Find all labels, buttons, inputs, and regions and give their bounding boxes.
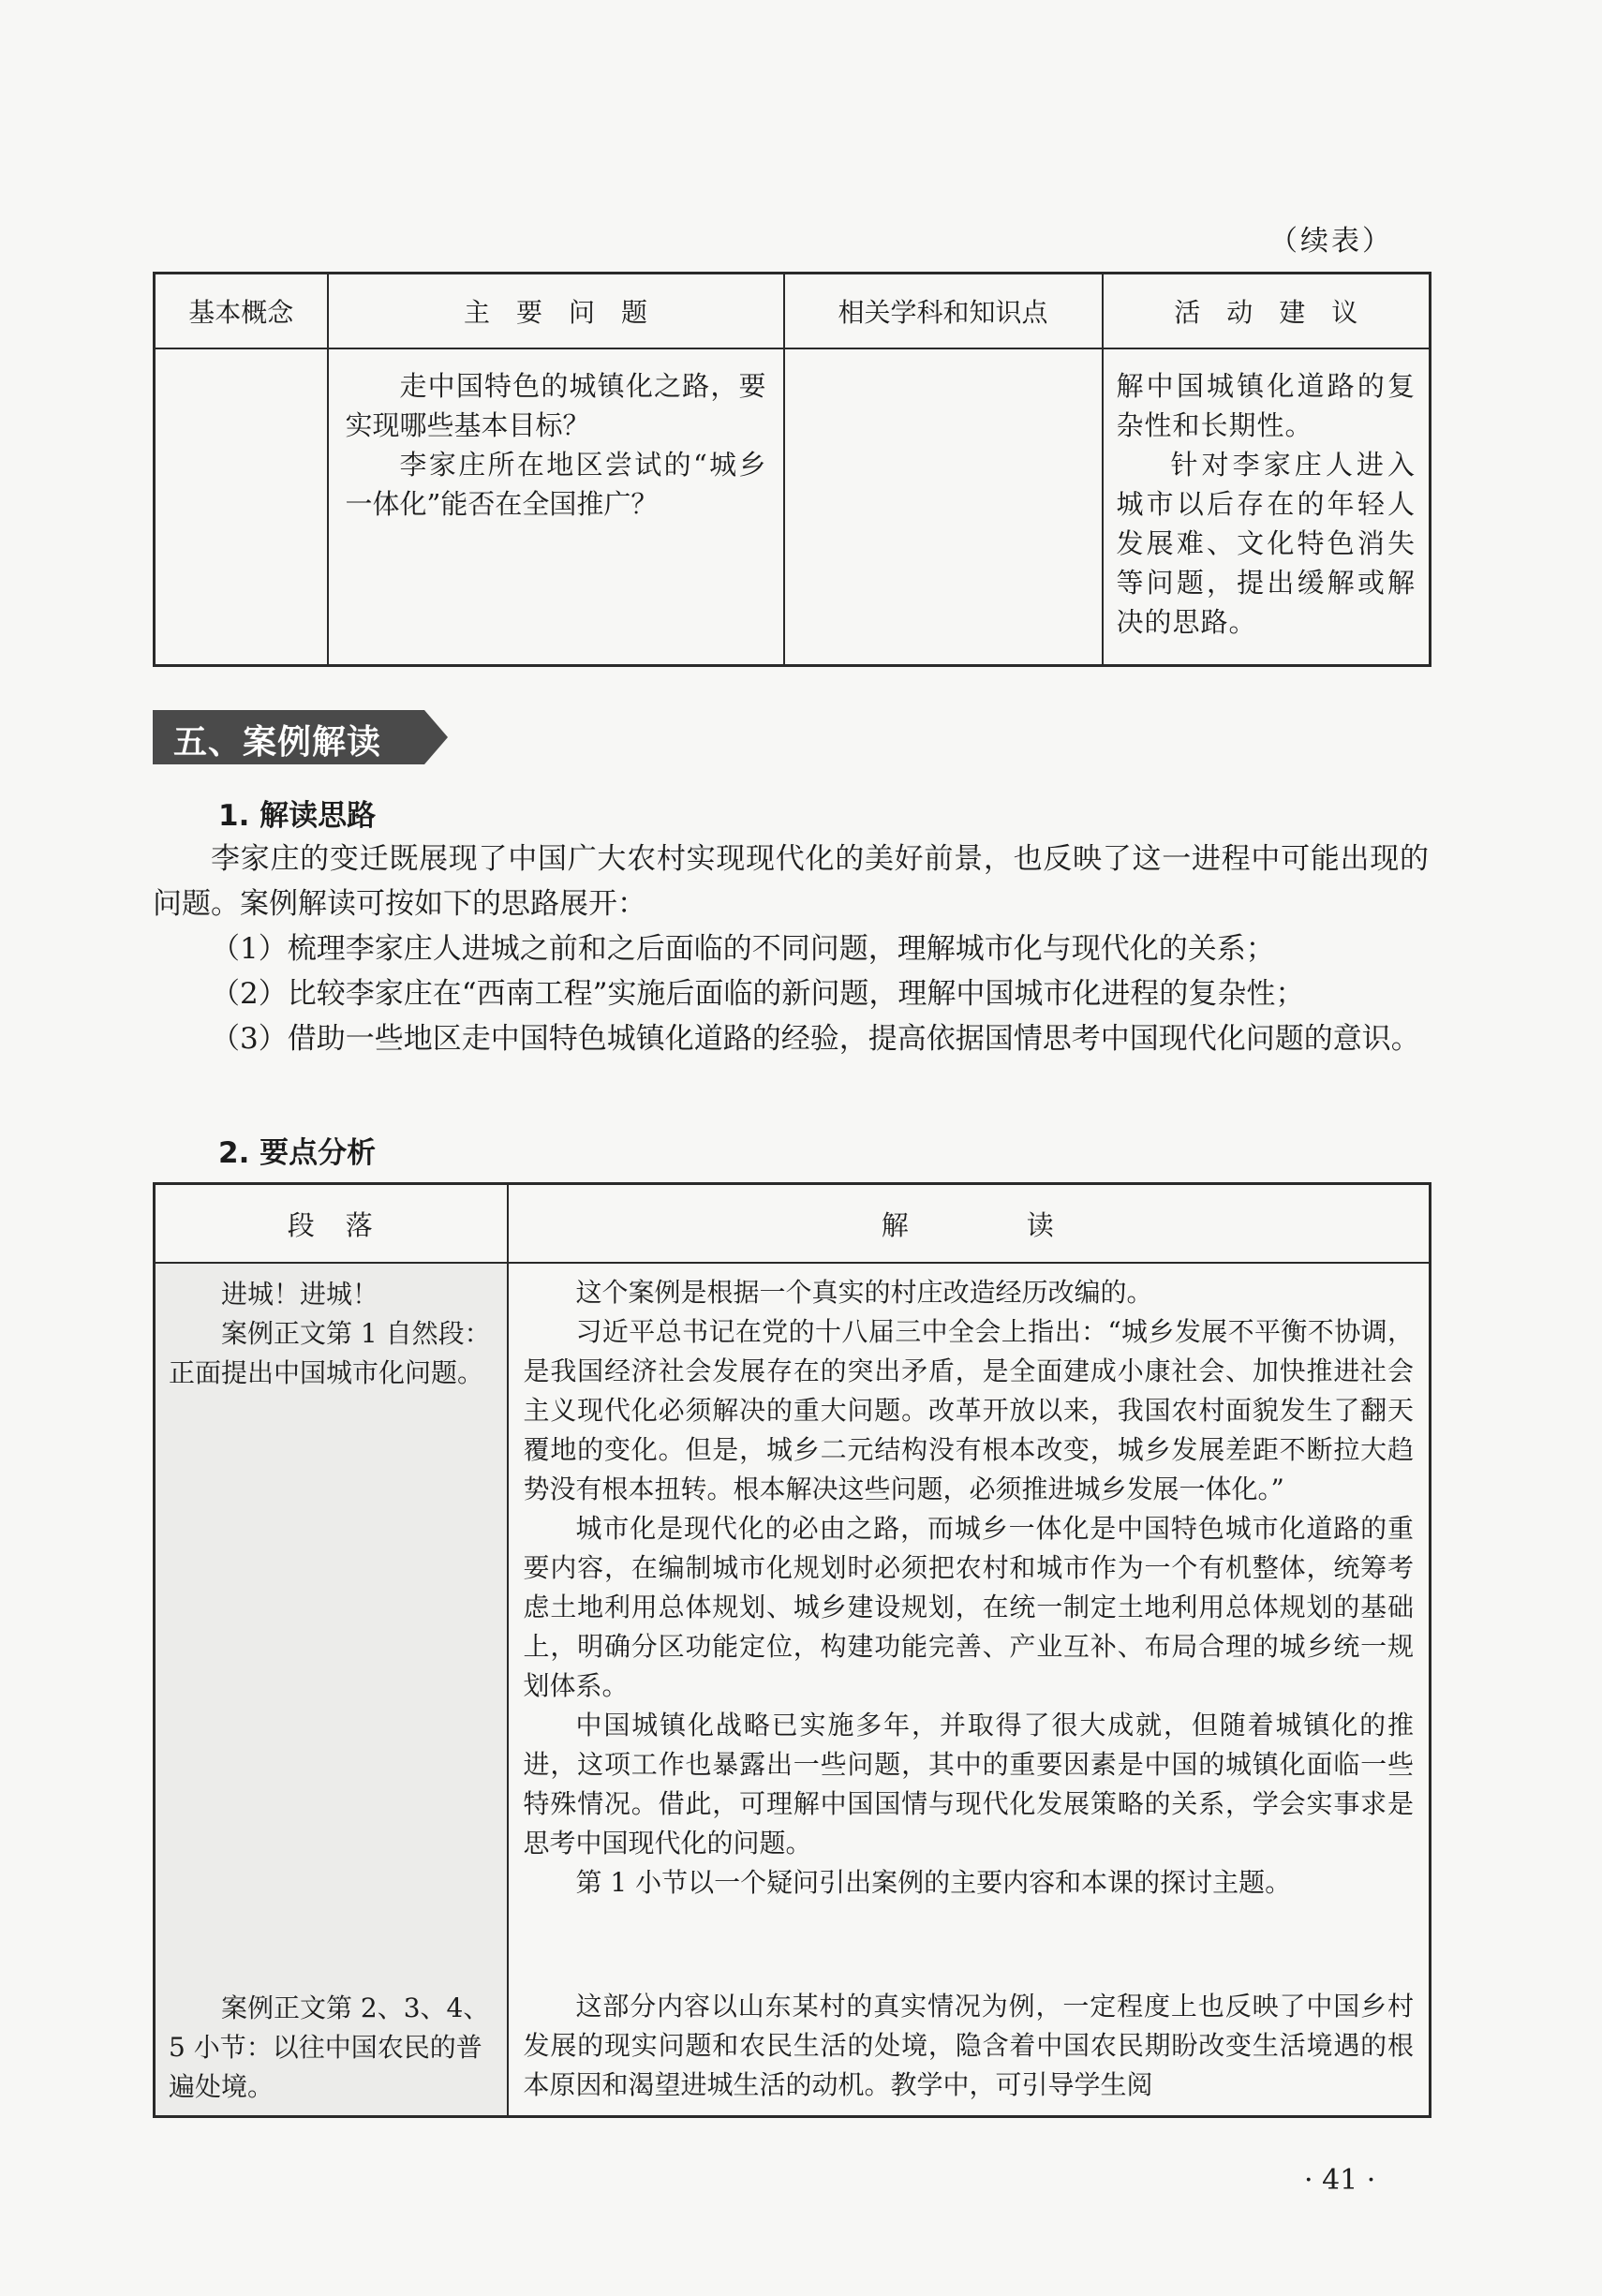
activity-table-row xyxy=(155,348,1431,666)
analysis-row xyxy=(155,1263,1431,1978)
activities-cell xyxy=(1103,348,1431,666)
section-banner xyxy=(153,710,448,764)
header-concept: 基本概念 xyxy=(155,274,328,349)
analysis-table xyxy=(153,1182,1431,2118)
reading-paragraph: 城市化是现代化的必由之路，而城乡一体化是中国特色城市化道路的重要内容，在编制城市化规划时必须把农村和城市作为一个有机整体，统筹考虑土地利用总体规划、城乡建设规划，在统一制定土地利用总体规划的基础上，明确分区功能定位，构建功能完善、产业互补、布局合理的城乡统一规划体系。 xyxy=(523,1513,1414,1701)
point-1: （1）梳理李家庄人进城之前和之后面临的不同问题，理解城市化与现代化的关系； xyxy=(211,932,1275,966)
segment-cell xyxy=(155,1263,508,1978)
subsection-1-title: 1. 解读思路 xyxy=(218,799,377,833)
reading-paragraph: 这部分内容以山东某村的真实情况为例，一定程度上也反映了中国乡村发展的现实问题和农民生活的处境，隐含着中国农民期盼改变生活境遇的根本原因和渴望进城生活的动机。教学中，可引导学生阅 xyxy=(523,1991,1414,2100)
reading-paragraph: 中国城镇化战略已实施多年，并取得了很大成就，但随着城镇化的推进，这项工作也暴露出一些问题，其中的重要因素是中国的城镇化面临一些特殊情况。借此，可理解中国国情与现代化发展策略的关系，学会实事求是思考中国现代化的问题。 xyxy=(523,1710,1414,1859)
reading-paragraph: 习近平总书记在党的十八届三中全会上指出：“城乡发展不平衡不协调，是我国经济社会发展存在的突出矛盾，是全面建成小康社会、加快推进社会主义现代化必须解决的重大问题。改革开放以来，我国农村面貌发生了翻天覆地的变化。但是，城乡二元结构没有根本改变，城乡发展差距不断拉大趋势没有根本扭转。根本解决这些问题，必须推进城乡发展一体化。” xyxy=(523,1316,1414,1504)
header-subjects: 相关学科和知识点 xyxy=(784,274,1103,349)
activity-2: 针对李家庄人进入城市以后存在的年轻人发展难、文化特色消失等问题，提出缓解或解决的思路。 xyxy=(1116,449,1416,638)
header-segment: 段 落 xyxy=(155,1184,508,1264)
activity-table xyxy=(153,272,1431,667)
point-2: （2）比较李家庄在“西南工程”实施后面临的新问题，理解中国城市化进程的复杂性； xyxy=(211,977,1305,1011)
segment-cell xyxy=(155,1978,508,2117)
section-title: 五、案例解读 xyxy=(173,723,382,762)
reading-cell xyxy=(508,1978,1431,2117)
segment-title: 进城！进城！ xyxy=(221,1279,379,1310)
segment-text: 案例正文第 1 自然段：正面提出中国城市化问题。 xyxy=(169,1318,491,1388)
subsection-2-title: 2. 要点分析 xyxy=(218,1136,377,1170)
header-questions: 主 要 问 题 xyxy=(328,274,784,349)
header-reading: 解 读 xyxy=(508,1184,1431,1264)
subjects-cell xyxy=(784,348,1103,666)
header-activities: 活 动 建 议 xyxy=(1103,274,1431,349)
questions-cell xyxy=(328,348,784,666)
segment-text: 案例正文第 2、3、4、5 小节：以往中国农民的普遍处境。 xyxy=(169,1992,490,2102)
question-1: 走中国特色的城镇化之路，要实现哪些基本目标？ xyxy=(345,370,766,441)
reading-paragraph: 第 1 小节以一个疑问引出案例的主要内容和本课的探讨主题。 xyxy=(575,1867,1292,1898)
page-number: · 41 · xyxy=(1304,2164,1376,2197)
point-3: （3）借助一些地区走中国特色城镇化道路的经验，提高依据国情思考中国现代化问题的意识。 xyxy=(211,1022,1420,1056)
reading-cell xyxy=(508,1263,1431,1978)
question-2: 李家庄所在地区尝试的“城乡一体化”能否在全国推广？ xyxy=(345,449,766,520)
reading-approach xyxy=(153,837,1429,1061)
intro-paragraph: 李家庄的变迁既展现了中国广大农村实现现代化的美好前景，也反映了这一进程中可能出现的问题。案例解读可按如下的思路展开： xyxy=(153,842,1429,921)
analysis-row xyxy=(155,1978,1431,2117)
activity-table-header xyxy=(155,274,1431,349)
concept-cell xyxy=(155,348,328,666)
activity-1: 解中国城镇化道路的复杂性和长期性。 xyxy=(1116,370,1416,441)
analysis-table-header xyxy=(155,1184,1431,1264)
reading-paragraph: 这个案例是根据一个真实的村庄改造经历改编的。 xyxy=(575,1277,1153,1308)
continued-label: （续表） xyxy=(1269,225,1393,258)
